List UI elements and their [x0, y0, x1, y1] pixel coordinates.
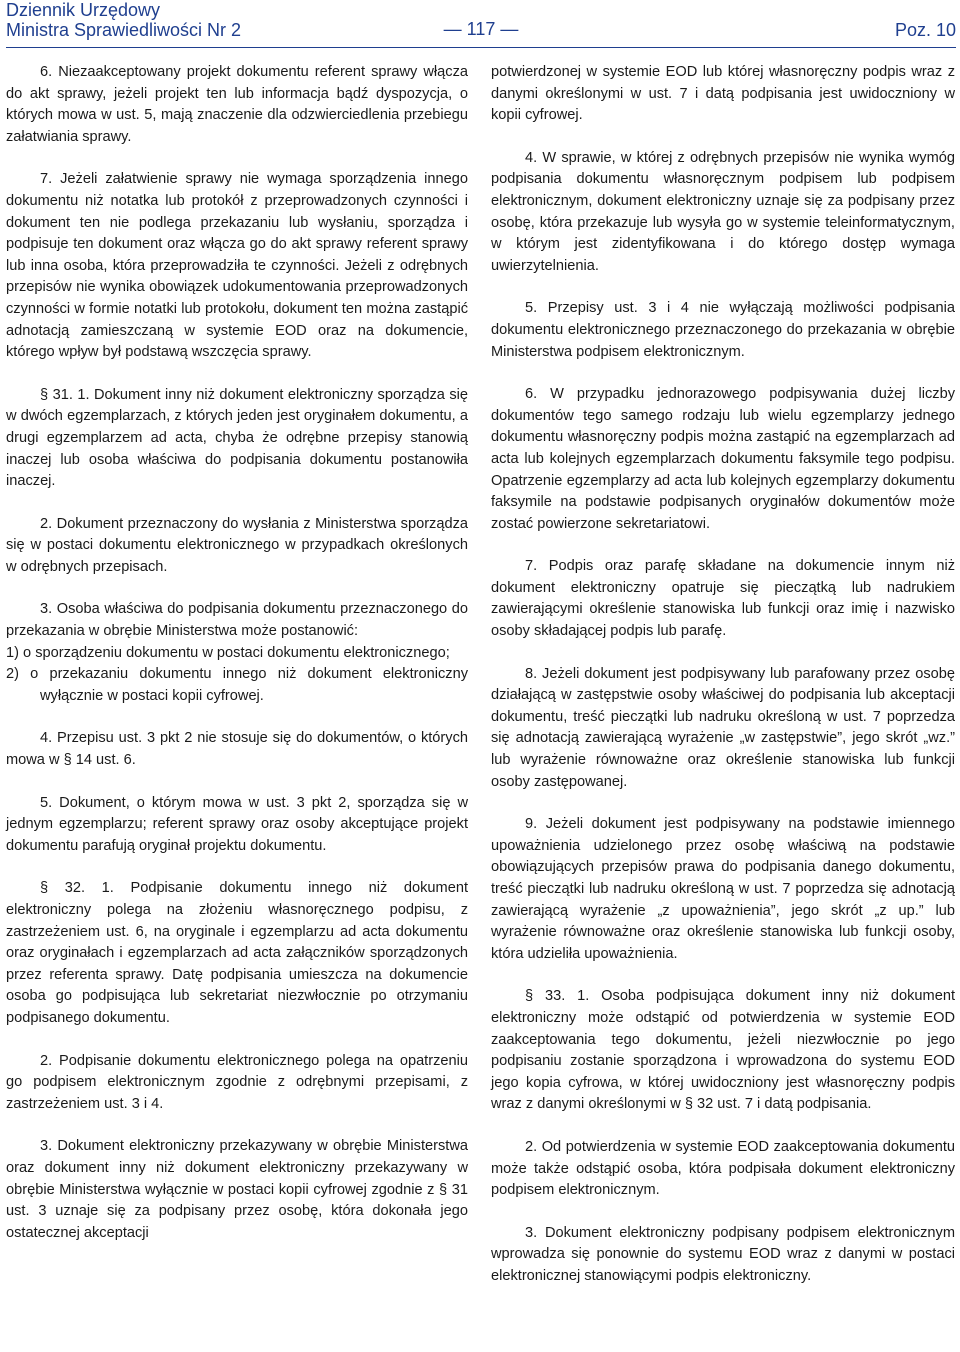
- paragraph: 5. Przepisy ust. 3 i 4 nie wyłączają możliwości podpisania dokumentu elektronicznego przeznaczonego do przekazania w obrębie Ministerstwa podpisem elektronicznym.: [491, 300, 955, 360]
- paragraph: 2. Od potwierdzenia w systemie EOD zaakceptowania dokumentu może także odstąpić osoba, która podpisała dokument elektroniczny podpisem elektronicznym.: [491, 1138, 955, 1199]
- list-item: 1) o sporządzeniu dokumentu w postaci dokumentu elektronicznego;: [6, 644, 450, 661]
- paragraph: 6. Niezaakceptowany projekt dokumentu referent sprawy włącza do akt sprawy, jeżeli projekt ten lub informacja bądź dyspozycja, o których mowa w ust. 5, mają znaczenie dla odzwierciedlenia przebiegu załatwiania sprawy.: [6, 64, 468, 145]
- paragraph: 7. Jeżeli załatwienie sprawy nie wymaga sporządzenia innego dokumentu niż notatka lub protokół z przeprowadzonych czynności i dokument ten nie podlega przekazaniu lub wysłaniu, sporządza i podpisuje ten dokument oraz włącza go do akt sprawy referent sprawy lub inna osoba, która przeprowadziła te czynności. Jeżeli z odrębnych przepisów nie wynika obowiązek udokumentowania przeprowadzonych czynności w formie notatki lub protokołu, dokument ten można zastąpić adnotacją zamieszczaną w systemie EOD oraz na dokumencie, którego wpływ był podstawą wszczęcia sprawy.: [6, 171, 468, 361]
- paragraph: 4. W sprawie, w której z odrębnych przepisów nie wynika wymóg podpisania dokumentu własnoręcznym podpisem lub podpisem elektronicznym, dokument elektroniczny uznaje się za podpisany przez osobę, która przekazuje lub wysyła go w systemie teleinformatycznym, w którym jest zidentyfikowana i do którego dostęp wymaga uwierzytelnienia.: [491, 149, 955, 274]
- paragraph: § 31. 1. Dokument inny niż dokument elektroniczny sporządza się w dwóch egzemplarzach, z których jeden jest oryginałem dokumentu, a drugi egzemplarzem ad acta, chyba że odrębne przepisy stanowią inaczej lub osoba właściwa do podpisania dokumentu postanowiła inaczej.: [6, 386, 468, 490]
- paragraph: potwierdzonej w systemie EOD lub której własnoręczny podpis wraz z danymi określonymi w ust. 7 i datą podpisania jest uwidoczniony w kopii cyfrowej.: [491, 64, 955, 124]
- journal-title: Dziennik Urzędowy: [6, 0, 161, 20]
- paragraph: 3. Dokument elektroniczny podpisany podpisem elektronicznym wprowadza się ponownie do systemu EOD wraz z danymi w postaci elektronicznej stanowiącymi podpis elektroniczny.: [491, 1224, 955, 1284]
- issuer-title: Ministra Sprawiedliwości Nr 2: [6, 20, 242, 40]
- paragraph: 2. Podpisanie dokumentu elektronicznego polega na opatrzeniu go podpisem elektronicznym zgodnie z odrębnymi przepisami, z zastrzeżeniem ust. 3 i 4.: [6, 1052, 468, 1112]
- paragraph: 5. Dokument, o którym mowa w ust. 3 pkt 2, sporządza się w jednym egzemplarzu; referent sprawy oraz osoby akceptujące projekt dokumentu parafują oryginał projektu dokumentu.: [6, 794, 468, 854]
- paragraph: 6. W przypadku jednorazowego podpisywania dużej liczby dokumentów tego samego rodzaju lub wielu egzemplarzy jednego dokumentu własnoręczny podpis można zastąpić na egzemplarzach ad acta lub kolejnych egzemplarzach dokumentu faksymile tego podpisu. Opatrzenie egzemplarzy ad acta lub kolejnych egzemplarzy dokumentu faksymile na podstawie podpisanych oryginałów dokumentów może zostać powierzone sekretariatowi.: [491, 386, 955, 532]
- left-column: [6, 62, 468, 1265]
- paragraph: 3. Osoba właściwa do podpisania dokumentu przeznaczonego do przekazania w obrębie Ministerstwa może postanowić:: [6, 601, 468, 640]
- paragraph: 8. Jeżeli dokument jest podpisywany lub parafowany przez osobę działającą w zastępstwie osoby właściwej do podpisania lub akceptacji dokumentu, treść pieczątki lub nadruku określoną w ust. 7 poprzedza się adnotacją zawierającą wyrażenie „w zastępstwie”, jego skrót „wz.” lub wyrażenie równoważne oraz określenie stanowiska lub funkcji osoby zastępowanej.: [491, 665, 955, 790]
- right-column: [491, 62, 955, 1309]
- paragraph: 9. Jeżeli dokument jest podpisywany na podstawie imiennego upoważnienia udzielonego przez osobę właściwą na podstawie obowiązujących przepisów prawa do podpisania danego dokumentu, treść pieczątki lub nadruku określoną w ust. 7 poprzedza się adnotacją zawierającą wyrażenie „z upoważnienia”, jego skrót „z up.” lub wyrażenie równoważne oraz określenie stanowiska lub funkcji osoby, która udzieliła upoważnienia.: [491, 816, 955, 962]
- page-header: [6, 0, 956, 42]
- paragraph: 3. Dokument elektroniczny przekazywany w obrębie Ministerstwa oraz dokument inny niż dokument elektroniczny przekazywany w obrębie Ministerstwa wyłącznie w postaci kopii cyfrowej zgodnie z § 31 ust. 3 uznaje się za podpisany przez osobę, która dokonała jego ostatecznej akceptacji: [6, 1138, 468, 1241]
- paragraph: § 33. 1. Osoba podpisująca dokument inny niż dokument elektroniczny może odstąpić od potwierdzenia w systemie EOD zaakceptowania tego dokumentu, jeżeli niezwłocznie po jego podpisaniu zostanie sporządzona i wprowadzona do systemu EOD jego kopia cyfrowa, w której uwidoczniony jest własnoręczny podpis wraz z danymi określonymi w § 32 ust. 7 i datą podpisania.: [491, 988, 955, 1113]
- paragraph: 2. Dokument przeznaczony do wysłania z Ministerstwa sporządza się w postaci dokumentu elektronicznego w przypadkach określonych w odrębnych przepisach.: [6, 515, 468, 575]
- paragraph: 4. Przepisu ust. 3 pkt 2 nie stosuje się do dokumentów, o których mowa w § 14 ust. 6.: [6, 730, 468, 769]
- paragraph: 7. Podpis oraz parafę składane na dokumencie innym niż dokument elektroniczny opatruje się pieczątką lub nadrukiem zawierającymi określenie stanowiska lub funkcji oraz imię i nazwisko osoby składającej podpis lub parafę.: [491, 558, 955, 640]
- header-divider: [6, 47, 956, 48]
- list-item: 2) o przekazaniu dokumentu innego niż dokument elektroniczny wyłącznie w postaci kopii cyfrowej.: [6, 666, 468, 704]
- page-number: — 117 —: [443, 19, 519, 39]
- position-number: Poz. 10: [894, 20, 956, 40]
- paragraph: § 32. 1. Podpisanie dokumentu innego niż dokument elektroniczny polega na złożeniu własnoręcznego podpisu, z zastrzeżeniem ust. 6, na oryginale i egzemplarzu ad acta dokumentu oraz oryginałach i egzemplarzach ad acta załączników sporządzonych przez referenta sprawy. Datę podpisania umieszcza na dokumencie osoba go podpisująca lub sekretariat niezwłocznie po otrzymaniu podpisanego dokumentu.: [6, 880, 468, 1026]
